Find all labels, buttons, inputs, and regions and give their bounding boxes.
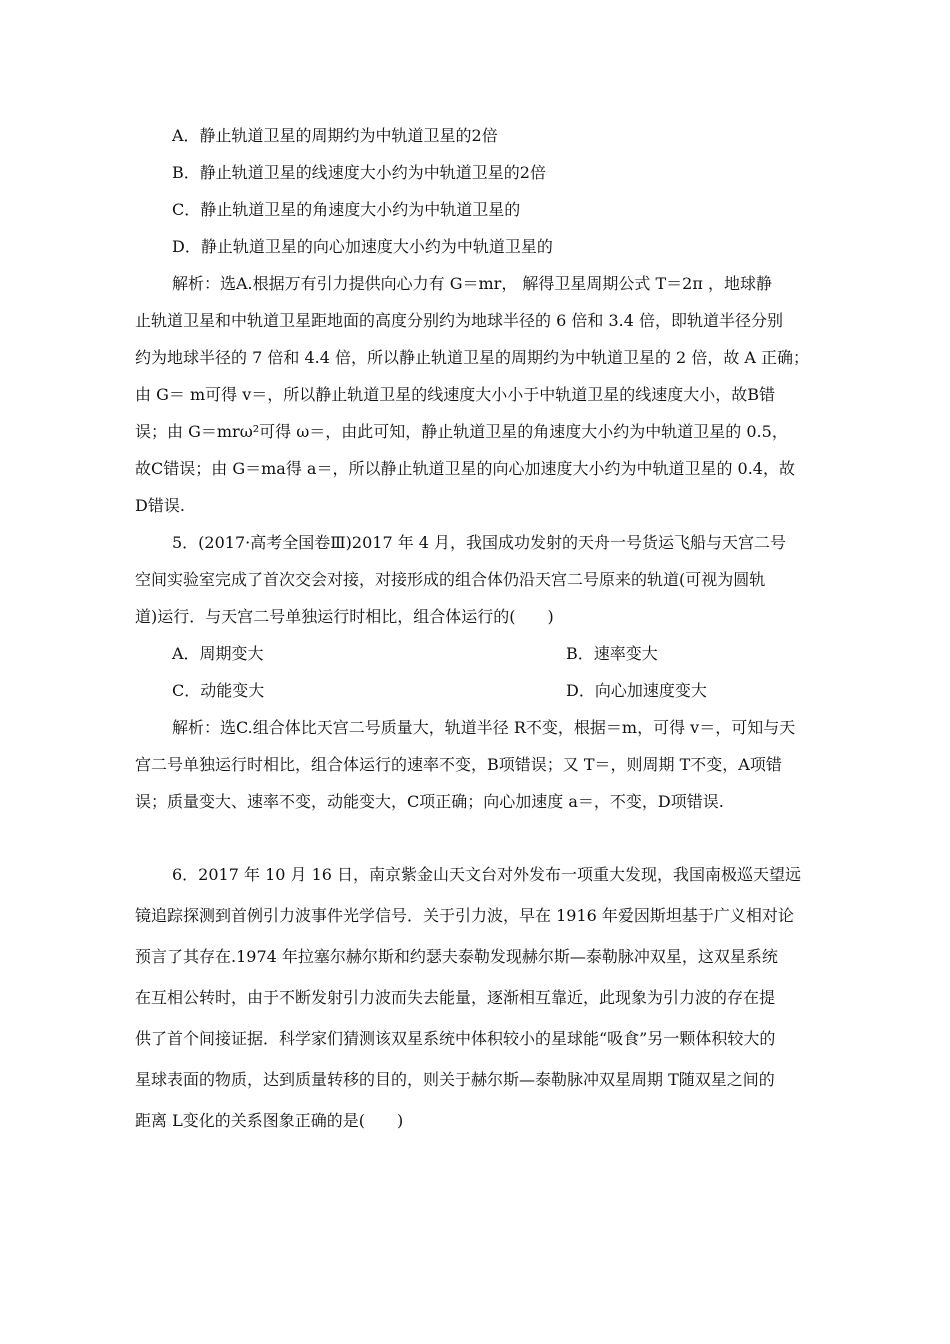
question-line: 预言了其存在.1974 年拉塞尔赫尔斯和约瑟夫泰勒发现赫尔斯—泰勒脉冲双星，这双星系统 [135,947,778,966]
question-line: 镜追踪探测到首例引力波事件光学信号．关于引力波，早在 1916 年爱因斯坦基于广义相对论 [135,906,794,925]
question-line: 供了首个间接证据．科学家们猜测该双星系统中体积较小的星球能“吸食”另一颗体积较大的 [135,1029,776,1048]
question-line: 在互相公转时，由于不断发射引力波而失去能量，逐渐相互靠近，此现象为引力波的存在提 [135,988,776,1007]
question-line: 星球表面的物质，达到质量转移的目的，则关于赫尔斯—泰勒脉冲双星周期 T随双星之间的 [135,1070,775,1089]
option-b: B．静止轨道卫星的线速度大小约为中轨道卫星的2倍 [172,163,546,182]
analysis-line: 解析：选C.组合体比天宫二号质量大，轨道半径 R不变，根据＝m，可得 v＝，可知与天 [172,718,796,737]
analysis-line: 故C错误；由 G＝ma得 a＝，所以静止轨道卫星的向心加速度大小约为中轨道卫星的 0.4，故 [135,459,795,478]
option-c: C．静止轨道卫星的角速度大小约为中轨道卫星的 [172,200,521,219]
analysis-line: 由 G＝ m可得 v＝，所以静止轨道卫星的线速度大小小于中轨道卫星的线速度大小，故B错 [135,385,776,404]
analysis-line: 约为地球半径的 7 倍和 4.4 倍，所以静止轨道卫星的周期约为中轨道卫星的 2 倍，故 A 正确； [135,348,810,367]
question-line: 6．2017 年 10 月 16 日，南京紫金山天文台对外发布一项重大发现，我国南极巡天望远 [172,865,802,884]
option-a: A．静止轨道卫星的周期约为中轨道卫星的2倍 [172,126,498,145]
option-d: D．向心加速度变大 [566,681,707,700]
question-line: 空间实验室完成了首次交会对接，对接形成的组合体仍沿天宫二号原来的轨道(可视为圆轨 [135,570,766,589]
analysis-line: 宫二号单独运行时相比，组合体运行的速率不变，B项错误；又 T＝，则周期 T不变，A项错 [135,755,782,774]
option-a: A．周期变大 [172,644,264,663]
analysis-line: 解析：选A.根据万有引力提供向心力有 G＝mr， 解得卫星周期公式 T＝2π ，地球静 [172,274,772,293]
analysis-line: D错误. [135,496,185,515]
analysis-line: 误；由 G＝mrω²可得 ω＝，由此可知，静止轨道卫星的角速度大小约为中轨道卫星的 0.5， [135,422,788,441]
option-d: D．静止轨道卫星的向心加速度大小约为中轨道卫星的 [172,237,553,256]
analysis-line: 误；质量变大、速率不变，动能变大，C项正确；向心加速度 a＝，不变，D项错误. [135,792,724,811]
analysis-line: 止轨道卫星和中轨道卫星距地面的高度分别约为地球半径的 6 倍和 3.4 倍，即轨道半径分别 [135,311,783,330]
option-c: C．动能变大 [172,681,265,700]
question-line: 距离 L变化的关系图象正确的是( ) [135,1111,404,1130]
option-b: B．速率变大 [566,644,658,663]
question-line: 道)运行．与天宫二号单独运行时相比，组合体运行的( ) [135,607,554,626]
question-line: 5．(2017·高考全国卷Ⅲ)2017 年 4 月，我国成功发射的天舟一号货运飞船与天宫二号 [172,533,787,552]
